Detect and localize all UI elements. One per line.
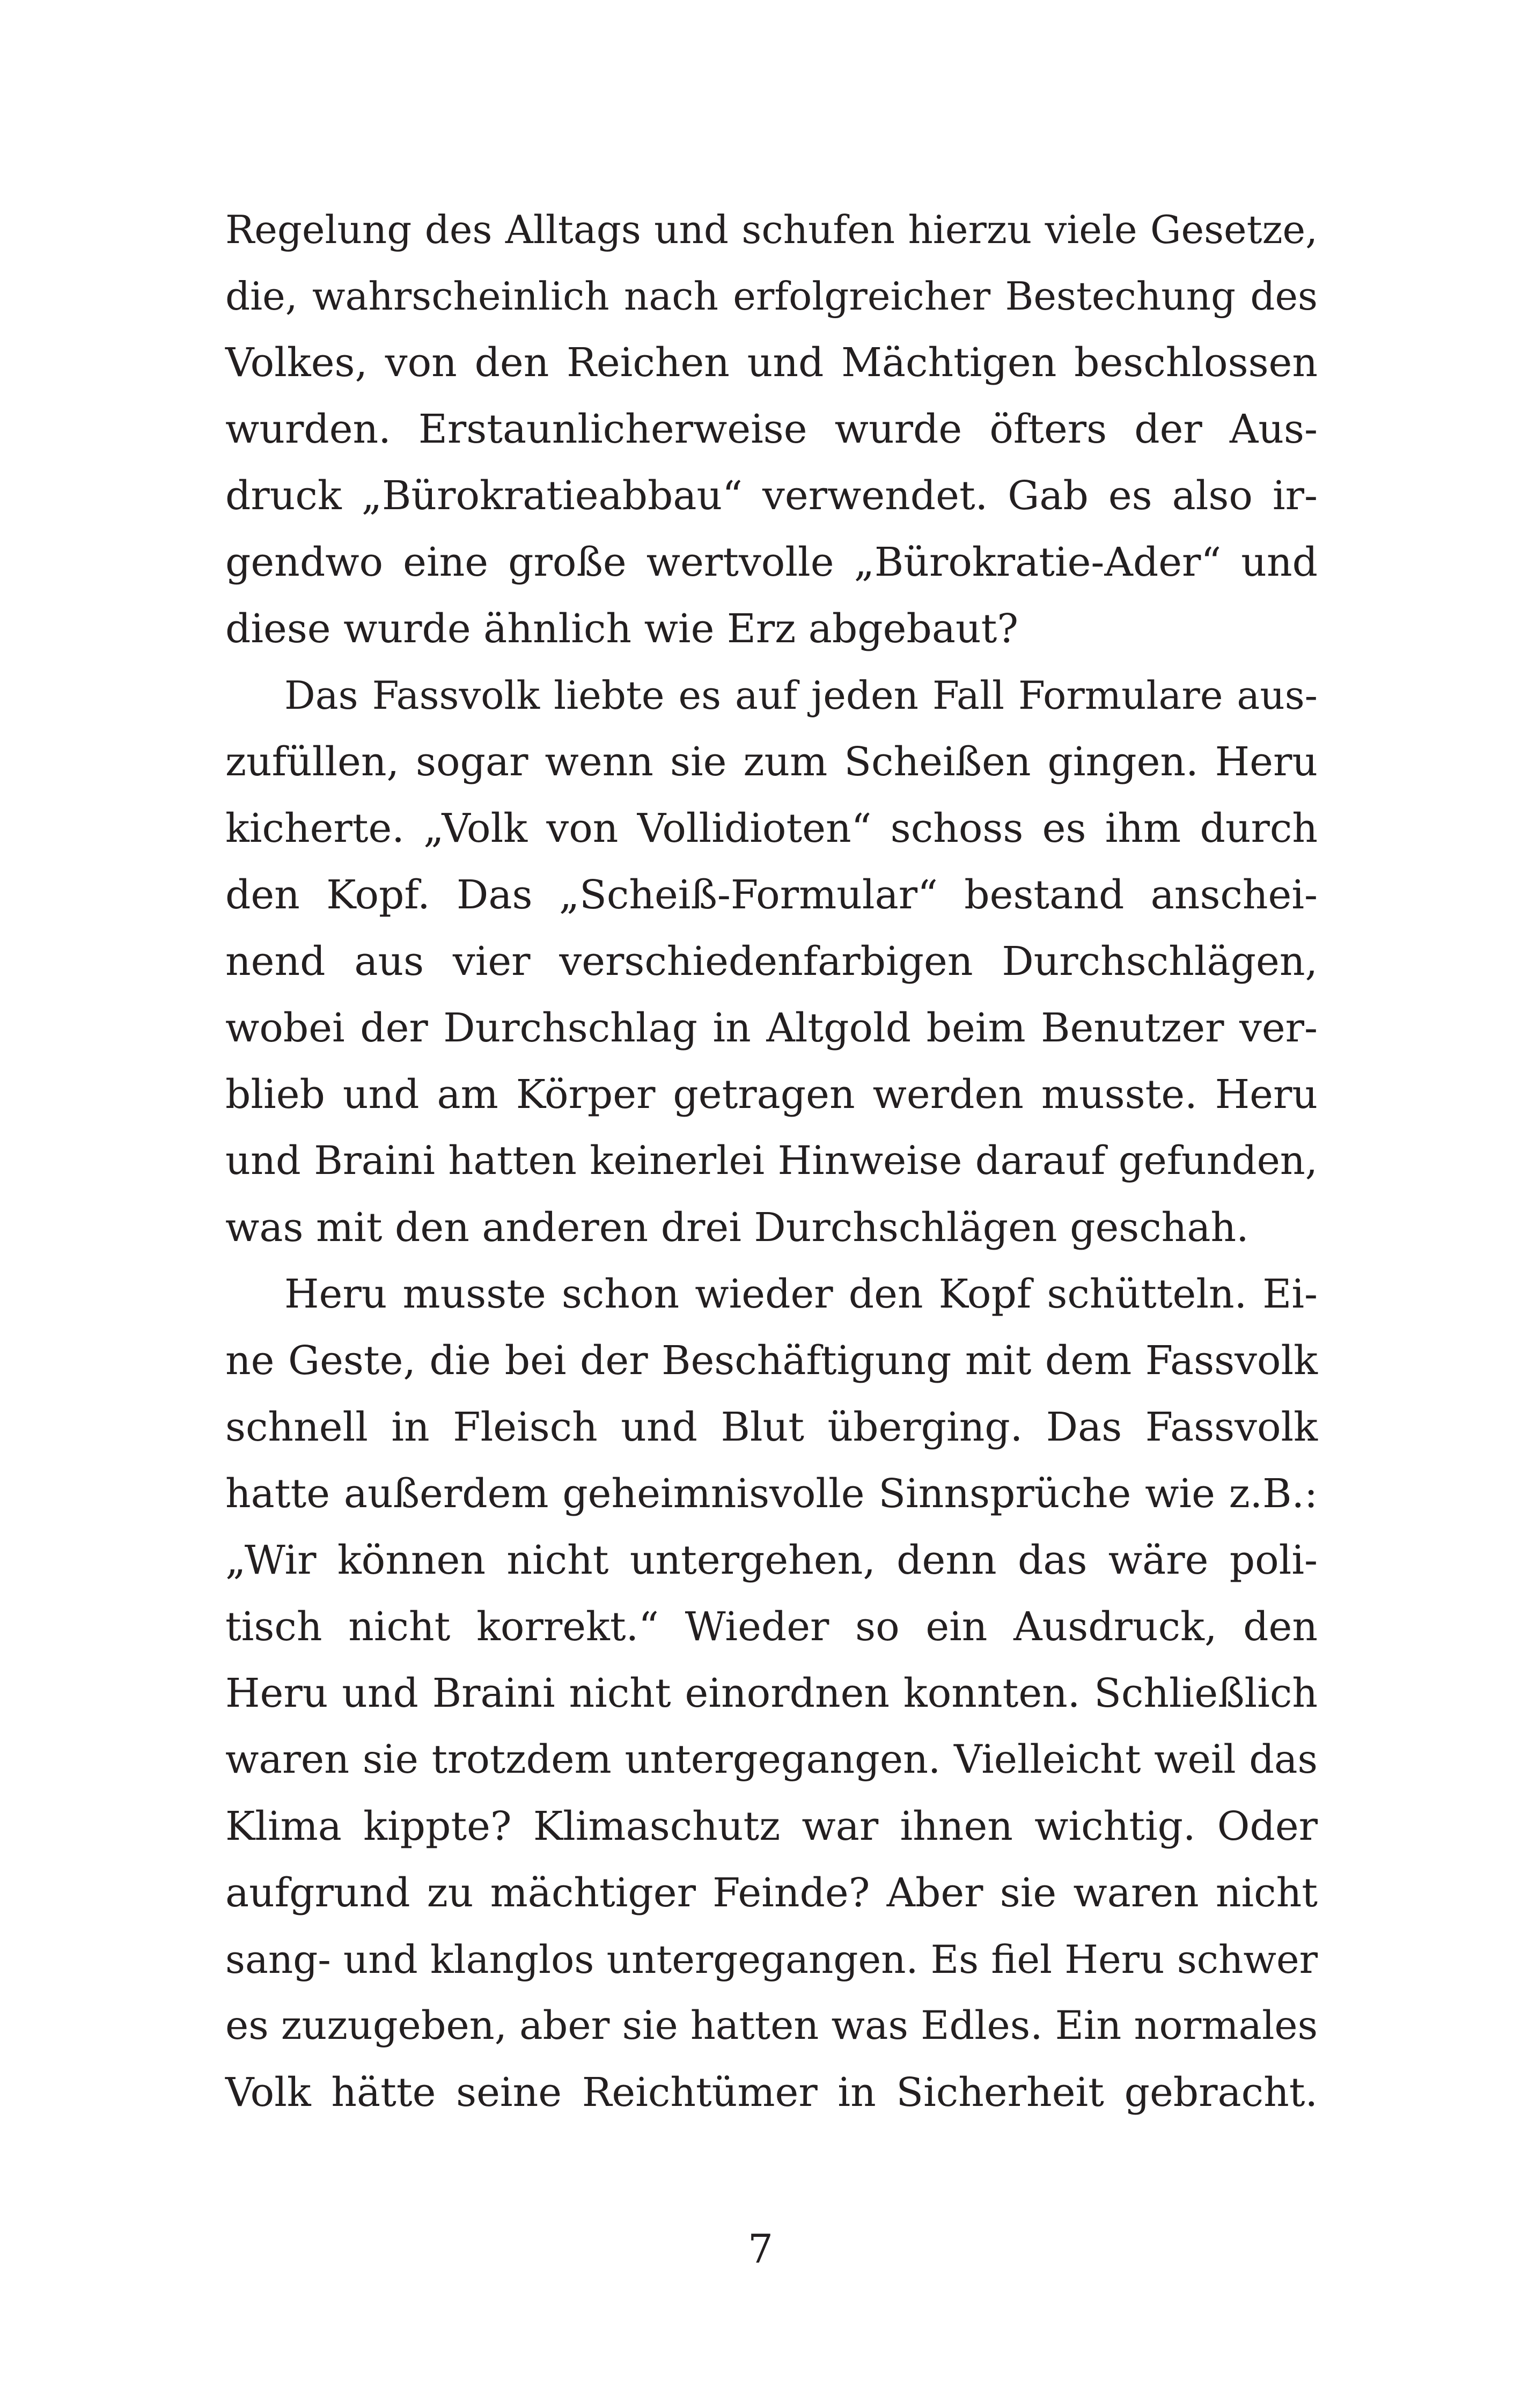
text-line: sang- und klanglos untergegangen. Es fiel Heru schwer — [225, 1937, 1318, 1982]
text-line: Volkes, von den Reichen und Mächtigen beschlossen — [225, 340, 1318, 386]
text-line: ne Geste, die bei der Beschäftigung mit dem Fassvolk — [225, 1338, 1318, 1384]
text-line: aufgrund zu mächtiger Feinde? Aber sie waren nicht — [225, 1870, 1318, 1916]
text-line: Heru musste schon wieder den Kopf schütteln. Ei- — [284, 1271, 1318, 1317]
text-line: blieb und am Körper getragen werden musste. Heru — [225, 1071, 1318, 1118]
text-line: Heru und Braini nicht einordnen konnten. Schließlich — [225, 1670, 1318, 1716]
text-line: hatte außerdem geheimnisvolle Sinnsprüche wie z.B.: — [225, 1471, 1318, 1517]
text-line: wurden. Erstaunlicherweise wurde öfters der Aus- — [225, 406, 1318, 452]
text-line: Volk hätte seine Reichtümer in Sicherheit gebracht. — [225, 2069, 1318, 2116]
text-line: was mit den anderen drei Durchschlägen geschah. — [225, 1205, 1249, 1251]
text-line: es zuzugeben, aber sie hatten was Edles. Ein normales — [225, 2003, 1318, 2049]
text-line: die, wahrscheinlich nach erfolgreicher Bestechung des — [225, 274, 1318, 319]
text-line: gendwo eine große wertvolle „Bürokratie-Ader“ und — [225, 539, 1318, 585]
text-line: wobei der Durchschlag in Altgold beim Benutzer ver- — [225, 1005, 1318, 1051]
text-line: den Kopf. Das „Scheiß-Formular“ bestand anschei- — [225, 872, 1318, 918]
text-line: waren sie trotzdem untergegangen. Vielleicht weil das — [225, 1737, 1318, 1782]
text-line: Das Fassvolk liebte es auf jeden Fall Formulare aus- — [284, 673, 1318, 718]
text-line: nend aus vier verschiedenfarbigen Durchschlägen, — [225, 938, 1318, 985]
text-line: „Wir können nicht untergehen, denn das wäre poli- — [225, 1537, 1318, 1583]
text-line: Klima kippte? Klimaschutz war ihnen wichtig. Oder — [225, 1803, 1318, 1849]
text-line: und Braini hatten keinerlei Hinweise darauf gefunden, — [225, 1138, 1318, 1184]
text-line: Regelung des Alltags und schufen hierzu viele Gesetze, — [225, 207, 1318, 252]
text-line: druck „Bürokratieabbau“ verwendet. Gab es also ir- — [225, 473, 1318, 519]
text-line: zufüllen, sogar wenn sie zum Scheißen gingen. Heru — [225, 739, 1318, 785]
text-line: diese wurde ähnlich wie Erz abgebaut? — [225, 606, 1019, 652]
text-line: schnell in Fleisch und Blut überging. Das Fassvolk — [225, 1404, 1318, 1450]
text-line: tisch nicht korrekt.“ Wieder so ein Ausdruck, den — [225, 1604, 1318, 1650]
page-number: 7 — [747, 2226, 774, 2272]
text-line: kicherte. „Volk von Vollidioten“ schoss es ihm durch — [225, 805, 1318, 851]
